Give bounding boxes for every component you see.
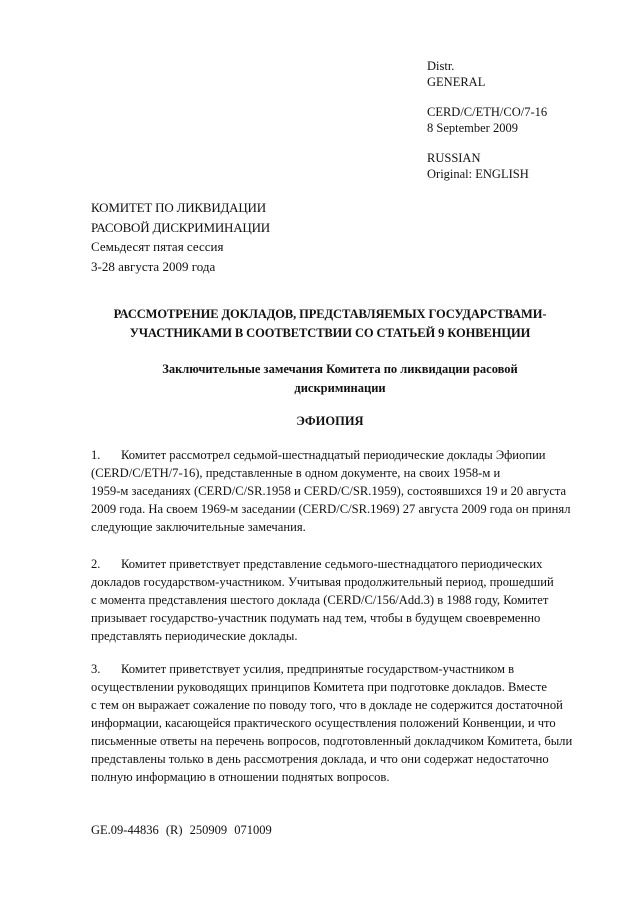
paragraph-number: 1.	[91, 448, 101, 462]
document-language: RUSSIAN	[427, 151, 481, 165]
paragraph-text: Комитет рассмотрел седьмой-шестнадцатый периодические доклады Эфиопии	[121, 448, 546, 462]
committee-name-line1: КОМИТЕТ ПО ЛИКВИДАЦИИ	[91, 200, 266, 215]
paragraph-text: Комитет приветствует представление седьмого-шестнадцатого периодических	[121, 557, 543, 571]
committee-block	[91, 198, 270, 276]
paragraph-2	[91, 555, 561, 645]
document-symbol: CERD/C/ETH/CO/7-16	[427, 105, 548, 119]
distribution-level: GENERAL	[427, 74, 486, 89]
paragraph-line: информации, касающейся практического осуществления положений Конвенции, и что	[91, 716, 556, 730]
paragraph-line: представлены только в день рассмотрения доклада, и что они содержат недостаточно	[91, 752, 549, 766]
title-line2: УЧАСТНИКАМИ В СООТВЕТСТВИИ СО СТАТЬЕЙ 9 КОНВЕНЦИИ	[129, 325, 531, 340]
paragraph-line: следующие заключительные замечания.	[91, 520, 306, 534]
paragraph-line: докладов государством-участником. Учитывая продолжительный период, прошедший	[91, 575, 554, 589]
document-symbol-block	[427, 59, 547, 182]
session-dates: 3-28 августа 2009 года	[91, 258, 216, 274]
subtitle-line1: Заключительные замечания Комитета по ликвидации расовой	[162, 362, 518, 376]
job-number-footer: GE.09-44836 (R) 250909 071009	[91, 823, 272, 837]
paragraph-line: 2009 года. На своем 1969-м заседании (CERD/C/SR.1969) 27 августа 2009 года он принял	[91, 502, 571, 516]
subtitle-line2: дискриминации	[294, 381, 386, 395]
title-line1: РАССМОТРЕНИЕ ДОКЛАДОВ, ПРЕДСТАВЛЯЕМЫХ ГОСУДАРСТВАМИ-	[113, 307, 547, 321]
document-date: 8 September 2009	[427, 120, 518, 135]
paragraph-line: письменные ответы на перечень вопросов, подготовленный докладчиком Комитета, были	[91, 734, 573, 748]
paragraph-line	[91, 446, 561, 464]
session-label: Семьдесят пятая сессия	[91, 239, 224, 254]
document-title	[80, 305, 580, 342]
paragraph-text: Комитет приветствует усилия, предпринятые государством-участником в	[121, 662, 515, 676]
paragraph-3	[91, 660, 573, 786]
paragraph-line: 1959-м заседаниях (CERD/C/SR.1958 и CERD/C/SR.1959), состоявшихся 19 и 20 августа	[91, 484, 567, 498]
paragraph-line: с тем он выражает сожаление по поводу того, что в докладе не содержится достаточной	[91, 698, 563, 712]
paragraph-line: полную информацию в отношении поднятых вопросов.	[91, 770, 390, 784]
paragraph-number: 3.	[91, 662, 101, 676]
document-subtitle	[130, 360, 550, 398]
distribution-label: Distr.	[427, 59, 455, 73]
committee-name-line2: РАСОВОЙ ДИСКРИМИНАЦИИ	[91, 219, 270, 235]
paragraph-line: (CERD/C/ETH/7-16), представленные в одном документе, на своих 1958-м и	[91, 466, 501, 480]
original-language: Original: ENGLISH	[427, 166, 529, 181]
paragraph-line: осуществлении руководящих принципов Комитета при подготовке докладов. Вместе	[91, 680, 547, 694]
paragraph-line	[91, 660, 561, 678]
paragraph-line: с момента представления шестого доклада (CERD/C/156/Add.3) в 1988 году, Комитет	[91, 593, 549, 607]
paragraph-number: 2.	[91, 557, 101, 571]
paragraph-line: призывает государство-участник подумать над тем, чтобы в будущем своевременно	[91, 611, 541, 625]
paragraph-line	[91, 555, 561, 573]
paragraph-line: представлять периодические доклады.	[91, 629, 298, 643]
country-heading: ЭФИОПИЯ	[296, 414, 364, 428]
paragraph-1	[91, 446, 571, 536]
